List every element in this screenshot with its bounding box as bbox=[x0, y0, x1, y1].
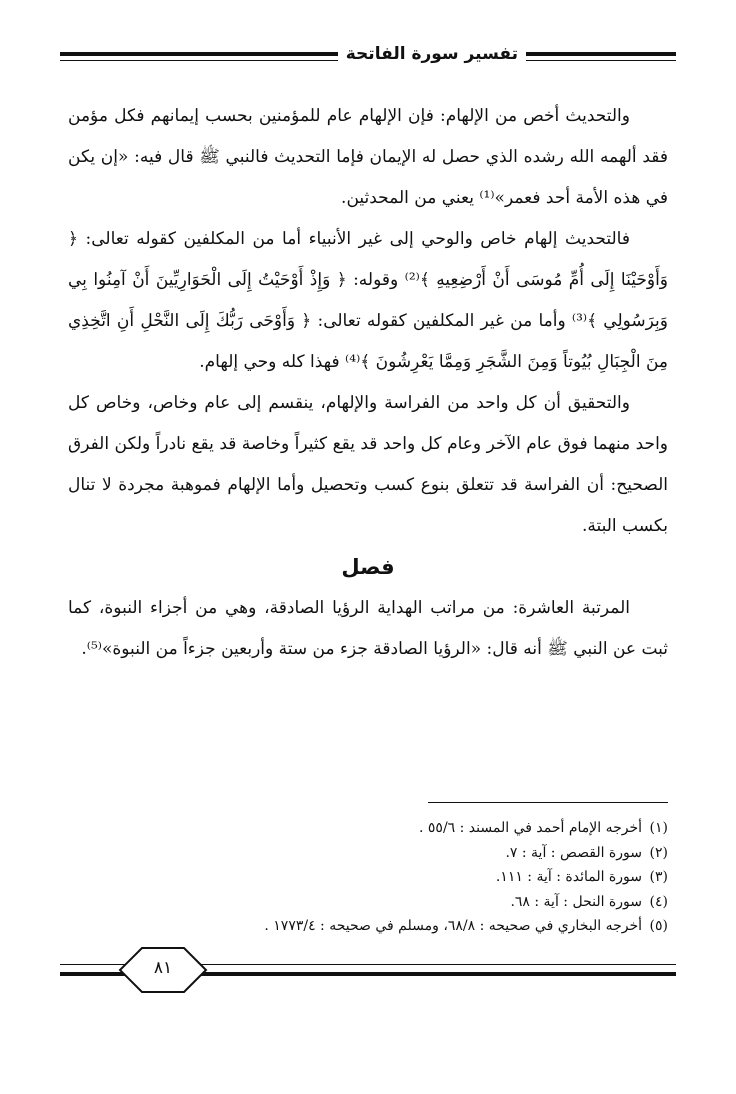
main-text bbox=[68, 96, 668, 670]
page-number: ٨١ bbox=[153, 958, 173, 978]
page-footer bbox=[60, 946, 676, 996]
footnote-text: سورة المائدة : آية : ١١١. bbox=[495, 869, 642, 885]
footnote-item bbox=[68, 914, 668, 939]
footnote-text: سورة القصص : آية : ٧. bbox=[505, 844, 642, 861]
paragraph-wahy: فالتحديث إلهام خاص والوحي إلى غير الأنبياء أما من المكلفين كقوله تعالى: ﴿ وَأَوْحَيْنَا إِلَى أُمِّ مُوسَى أَنْ أَرْضِعِيهِ ﴾⁽²⁾ وقوله: ﴿ وَإِذْ أَوْحَيْتُ إِلَى الْحَوَارِيِّينَ أَنْ آمِنُوا بِي وَبِرَسُولِي ﴾⁽³⁾ وأما من غير المكلفين كقوله تعالى: ﴿ وَأَوْحَى رَبُّكَ إِلَى النَّحْلِ أَنِ اتَّخِذِي مِنَ الْجِبَالِ بُيُوتاً وَمِنَ الشَّجَرِ وَمِمَّا يَعْرِشُونَ ﴾⁽⁴⁾ فهذا كله وحي إلهام. bbox=[68, 229, 668, 372]
footnote-text: أخرجه البخاري في صحيحه : ٦٨/٨، ومسلم في صحيحه : ١٧٧٣/٤ . bbox=[264, 918, 642, 934]
footnote-item bbox=[68, 841, 668, 866]
header-title: تفسير سورة الفاتحة bbox=[338, 44, 526, 64]
page-number-badge bbox=[118, 946, 208, 994]
footnote-item bbox=[68, 865, 668, 890]
running-header bbox=[60, 38, 676, 78]
footnote-text: سورة النحل : آية : ٦٨. bbox=[510, 893, 642, 910]
section-heading: فصل bbox=[341, 555, 395, 579]
paragraph-tahdith: والتحديث أخص من الإلهام: فإن الإلهام عام للمؤمنين بحسب إيمانهم فكل مؤمن فقد ألهمه الله رشده الذي حصل له الإيمان فإما التحديث فالنبي ﷺ قال فيه: «إن يكن في هذه الأمة أحد فعمر»⁽¹⁾ يعني من المحدثين. bbox=[68, 106, 668, 208]
footnote-number: (٢) bbox=[649, 844, 668, 861]
footnote-number: (٥) bbox=[649, 918, 668, 934]
footnote-text: أخرجه الإمام أحمد في المسند : ٥٥/٦ . bbox=[419, 820, 642, 836]
paragraph-tahqiq: والتحقيق أن كل واحد من الفراسة والإلهام، ينقسم إلى عام وخاص، وخاص كل واحد منهما فوق عام الآخر وعام كل واحد قد يقع كثيراً وخاصة قد يقع نادراً ولكن الفرق الصحيح: أن الفراسة قد تتعلق بنوع كسب وتحصيل وأما الإلهام فموهبة مجردة لا تنال بكسب البتة. bbox=[68, 393, 668, 536]
footnotes bbox=[68, 816, 668, 939]
footnote-separator bbox=[428, 802, 668, 803]
footnote-number: (٤) bbox=[649, 893, 668, 910]
footnote-number: (٣) bbox=[649, 869, 668, 885]
footnote-number: (١) bbox=[649, 820, 668, 836]
paragraph-ruya: المرتبة العاشرة: من مراتب الهداية الرؤيا الصادقة، وهي من أجزاء النبوة، كما ثبت عن النبي ﷺ أنه قال: «الرؤيا الصادقة جزء من ستة وأربعين جزءاً من النبوة»⁽⁵⁾. bbox=[68, 598, 668, 659]
footnote-item bbox=[68, 816, 668, 841]
footnote-item bbox=[68, 890, 668, 915]
